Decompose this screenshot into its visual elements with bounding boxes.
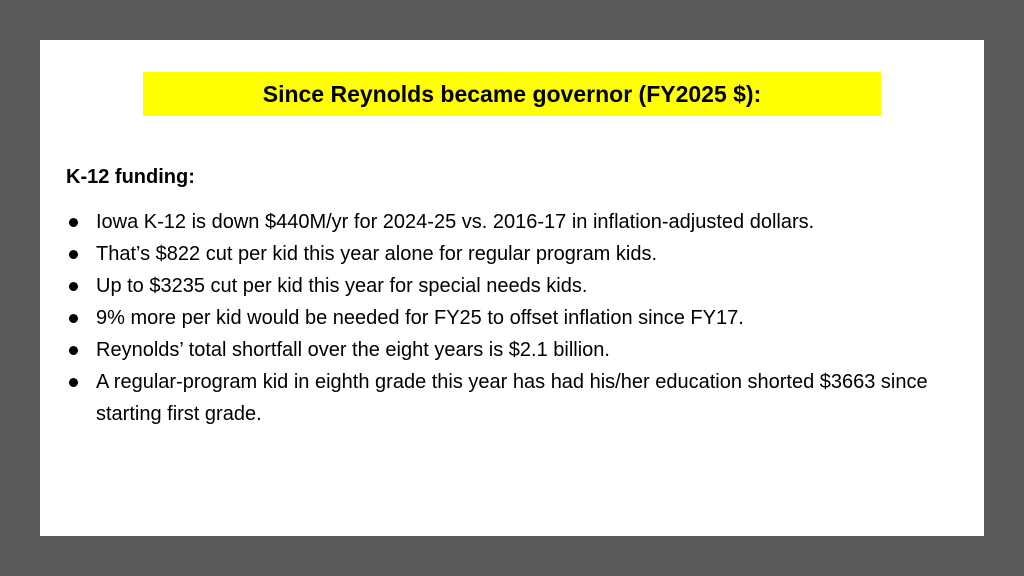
title-highlight-box (143, 72, 881, 116)
bullet-text: A regular-program kid in eighth grade this year has had his/her education shorted $3663 since starting first grade. (96, 371, 928, 425)
bullet-text: Reynolds’ total shortfall over the eight years is $2.1 billion. (96, 339, 610, 361)
bullet-item (66, 334, 966, 366)
bullet-item (66, 238, 966, 270)
bullet-icon (69, 282, 78, 291)
bullet-text: 9% more per kid would be needed for FY25 to offset inflation since FY17. (96, 307, 744, 329)
bullet-icon (69, 346, 78, 355)
bullet-item (66, 302, 966, 334)
bullet-icon (69, 218, 78, 227)
bullet-text: That’s $822 cut per kid this year alone for regular program kids. (96, 243, 658, 265)
slide (40, 40, 984, 536)
bullet-item (66, 366, 966, 430)
bullet-list (66, 206, 966, 430)
bullet-item (66, 206, 966, 238)
slide-title: Since Reynolds became governor (FY2025 $): (262, 80, 762, 107)
bullet-icon (69, 250, 78, 259)
section-heading: K-12 funding: (66, 166, 195, 188)
bullet-text: Iowa K-12 is down $440M/yr for 2024-25 vs. 2016-17 in inflation-adjusted dollars. (96, 211, 815, 233)
bullet-text: Up to $3235 cut per kid this year for special needs kids. (96, 275, 588, 297)
bullet-icon (69, 378, 78, 387)
bullet-icon (69, 314, 78, 323)
bullet-item (66, 270, 966, 302)
